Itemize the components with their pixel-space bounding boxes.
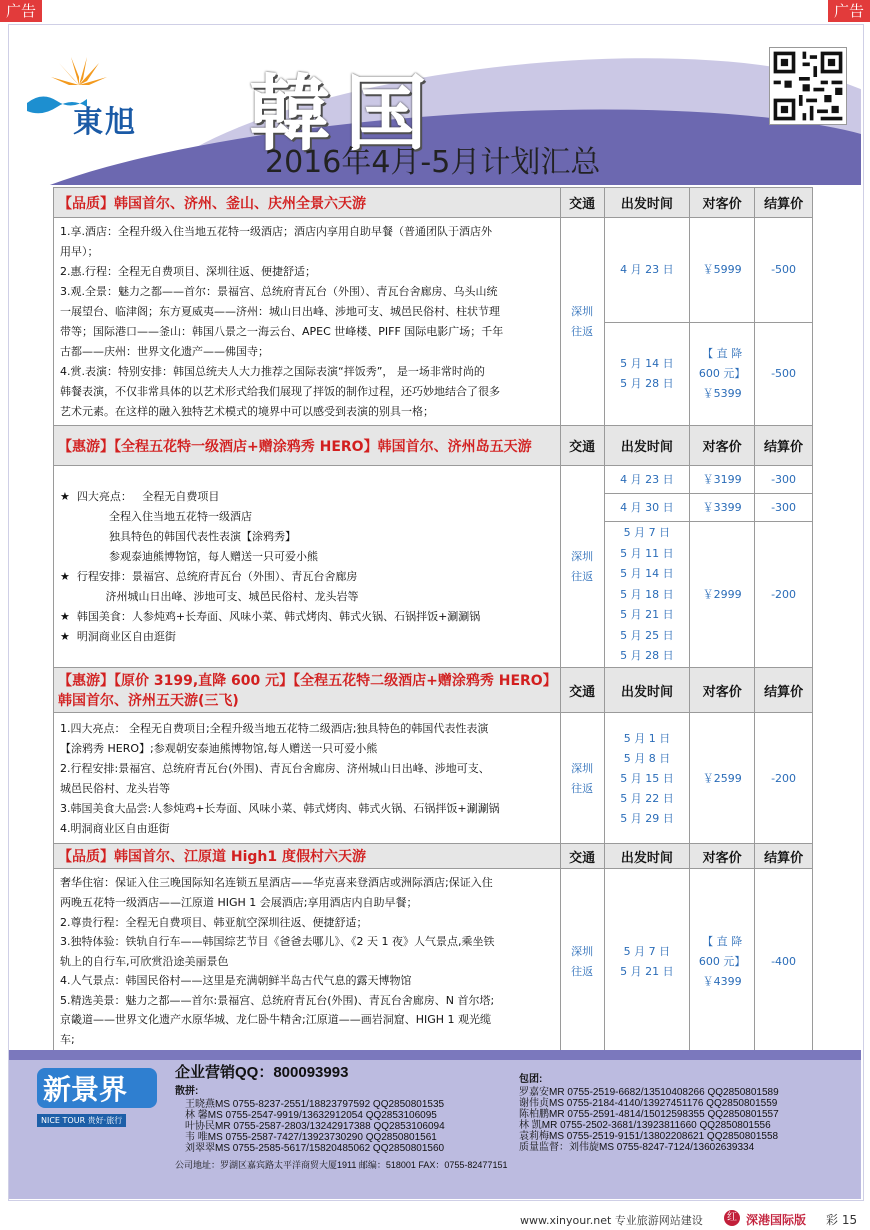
date-cell: 4 月 23 日 xyxy=(604,466,690,494)
contact-row: 陈柏鹏MR 0755-2591-4814/15012598355 QQ2850801557 xyxy=(519,1109,779,1120)
dongxu-logo xyxy=(21,43,161,143)
tour-table-1 xyxy=(53,187,813,427)
traffic-cell: 深圳往返 xyxy=(560,713,604,845)
settle-cell: -200 xyxy=(755,713,813,845)
price-cell: 【 直 降 600 元】 ￥4399 xyxy=(690,869,755,1055)
tour-description: ★ 四大亮点： 全程无自费项目 全程入住当地五花特一级酒店 独具特色的韩国代表性表演【涂鸦秀】 参观泰迪熊博物馆，每人赠送一只可爱小熊 ★ 行程安排：景福宫、总统府青瓦台（外围）、青瓦台舍廊房 济州城山日出峰、涉地可支、城邑民俗村、龙头岩等 ★ 韩国美食：人参炖鸡+长寿面、风味小菜、韩式烤肉、韩式火锅、石锅拌饭+涮涮锅 ★ 明洞商业区自由逛街 xyxy=(54,466,561,669)
settle-cell: -500 xyxy=(755,218,813,323)
col-traffic: 交通 xyxy=(560,426,604,466)
brush-title: 韓国 xyxy=(249,66,442,162)
tour-table-3 xyxy=(53,667,813,845)
bottom-bar xyxy=(0,1208,870,1230)
hotline: 企业营销QQ：800093993 xyxy=(175,1064,349,1081)
contact-row: 罗嘉安MR 0755-2519-6682/13510408266 QQ2850801589 xyxy=(519,1087,779,1098)
traffic-cell: 深圳往返 xyxy=(560,218,604,427)
footer-band xyxy=(9,1050,861,1060)
edition-badge: 红 xyxy=(724,1210,740,1226)
settle-cell: -300 xyxy=(755,466,813,494)
col-settle: 结算价 xyxy=(755,844,813,869)
col-date: 出发时间 xyxy=(604,426,690,466)
settle-cell: -300 xyxy=(755,494,813,522)
date-cell: 4 月 23 日 xyxy=(604,218,690,323)
price-cell: ￥3199 xyxy=(690,466,755,494)
traffic-cell: 深圳往返 xyxy=(560,869,604,1055)
tour-table-4 xyxy=(53,843,813,1055)
tour-title: 【惠游】【全程五花特一级酒店+赠涂鸦秀 HERO】韩国首尔、济州岛五天游 xyxy=(54,426,561,466)
tour-description: 奢华住宿：保证入住三晚国际知名连锁五星酒店——华克喜来登酒店或洲际酒店;保证入住 两晚五花特一级酒店——江原道 HIGH 1 会展酒店;享用酒店内自助早餐； 2.尊贵行程：全程无自费项目、韩亚航空深圳往返、便捷舒适； 3.独特体验：铁轨自行车——韩国综艺节目《爸爸去哪儿》、《2 天 1 夜》人气景点,乘坐铁 轨上的自行车,可欣赏沿途美丽景色 4.人气景点：韩国民俗村——这里是充满朝鲜半岛古代气息的露天博物馆 5.精选美景：魅力之都——首尔:景福宫、总统府青瓦台(外围)、青瓦台舍廊房、N 首尔塔; 京畿道——世界文化遗产水原华城、龙仁卧牛精舍;江原道——画岩洞窟、HIGH 1 观光缆 车; xyxy=(54,869,561,1055)
price-cell: ￥2599 xyxy=(690,713,755,845)
price-cell: 【 直 降 600 元】 ￥5399 xyxy=(690,322,755,427)
tour-title: 【品质】韩国首尔、江原道 High1 度假村六天游 xyxy=(54,844,561,869)
col-date: 出发时间 xyxy=(604,844,690,869)
nicetour-logo-text: 新景界 xyxy=(37,1068,157,1108)
traffic-cell: 深圳往返 xyxy=(560,466,604,669)
edition-name: 深港国际版 xyxy=(746,1213,807,1227)
retail-label: 散拼: xyxy=(175,1086,199,1097)
col-traffic: 交通 xyxy=(560,844,604,869)
page-number: 彩 15 xyxy=(826,1213,858,1227)
plan-title: 2016年4月-5月计划汇总 xyxy=(265,145,601,180)
contact-row: 叶协民MR 0755-2587-2803/13242917388 QQ2853106094 xyxy=(185,1121,445,1132)
nicetour-logo-sub: NICE TOUR 贵好·旅行 xyxy=(37,1114,126,1127)
tour-table-2 xyxy=(53,425,813,669)
tour-title: 【惠游】【原价 3199,直降 600 元】【全程五花特二级酒店+赠涂鸦秀 HERO】韩国首尔、济州五天游(三飞) xyxy=(54,668,561,713)
contact-row: 韦 唯MS 0755-2587-7427/13923730290 QQ2850801561 xyxy=(185,1132,437,1143)
footer-contact xyxy=(9,1050,861,1199)
price-cell: ￥2999 xyxy=(690,522,755,669)
qr-code[interactable] xyxy=(769,47,847,125)
date-cell: 4 月 30 日 xyxy=(604,494,690,522)
contact-row: 袁莉梅MS 0755-2519-9151/13802208621 QQ2850801558 xyxy=(519,1131,779,1142)
col-price: 对客价 xyxy=(690,188,755,218)
col-date: 出发时间 xyxy=(604,188,690,218)
retail-contacts xyxy=(185,1099,445,1154)
col-traffic: 交通 xyxy=(560,668,604,713)
col-date: 出发时间 xyxy=(604,668,690,713)
date-cell: 5 月 7 日 5 月 21 日 xyxy=(604,869,690,1055)
contact-row: 林 馨MS 0755-2547-9919/13632912054 QQ2853106095 xyxy=(185,1110,437,1121)
contact-row: 王晓燕MS 0755-8237-2551/18823797592 QQ2850801535 xyxy=(185,1099,445,1110)
settle-cell: -500 xyxy=(755,322,813,427)
col-price: 对客价 xyxy=(690,668,755,713)
price-cell: ￥5999 xyxy=(690,218,755,323)
date-cell: 5 月 1 日 5 月 8 日 5 月 15 日 5 月 22 日 5 月 29 日 xyxy=(604,713,690,845)
logo-text: 東旭 xyxy=(73,105,137,140)
col-price: 对客价 xyxy=(690,844,755,869)
contact-row: 林 凯MR 0755-2502-3681/13923811660 QQ2850801556 xyxy=(519,1120,771,1131)
settle-cell: -200 xyxy=(755,522,813,669)
col-settle: 结算价 xyxy=(755,426,813,466)
header-banner xyxy=(9,25,861,185)
col-price: 对客价 xyxy=(690,426,755,466)
tour-description: 1.四大亮点： 全程无自费项目;全程升级当地五花特二级酒店;独具特色的韩国代表性表演 【涂鸦秀 HERO】;参观朝安泰迪熊博物馆,每人赠送一只可爱小熊 2.行程安排:景福宫、总统府青瓦台(外围)、青瓦台舍廊房、济州城山日出峰、涉地可支、 城邑民俗村、龙头岩等 3.韩国美食大品尝:人参炖鸡+长寿面、风味小菜、韩式烤肉、韩式火锅、石锅拌饭+涮涮锅 4.明洞商业区自由逛街 xyxy=(54,713,561,845)
group-label: 包团: xyxy=(519,1074,543,1085)
ad-label-left: 广告 xyxy=(0,0,42,22)
contact-row: 谢伟贞MS 0755-2184-4140/13927451176 QQ2850801559 xyxy=(519,1098,778,1109)
price-cell: ￥3399 xyxy=(690,494,755,522)
col-settle: 结算价 xyxy=(755,188,813,218)
tour-title: 【品质】韩国首尔、济州、釜山、庆州全景六天游 xyxy=(54,188,561,218)
tour-description: 1.享.酒店：全程升级入住当地五花特一级酒店；酒店内享用自助早餐（普通团队于酒店外 用早）； 2.惠.行程：全程无自费项目、深圳往返、便捷舒适； 3.观.全景：魅力之都——首尔：景福宫、总统府青瓦台（外围）、青瓦台舍廊房、乌头山统 一展望台、临津阁；东方夏威夷——济州：城山日出峰、涉地可支、城邑民俗村、柱状节理 带等；国际港口——釜山：韩国八景之一海云台、APEC 世峰楼、PIFF 国际电影广场；千年 古都——庆州：世界文化遗产——佛国寺； 4.赏.表演：特别安排：韩国总统夫人大力推荐之国际表演“拌饭秀”， 是一场非常时尚的 韩餐表演，不仅非常具体的以艺术形式给我们展现了拌饭的制作过程，还巧妙地结合了很多 艺术元素。在这样的融入独特艺术模式的境界中可以感受到表演的别具一格； xyxy=(54,218,561,427)
company-address: 公司地址：罗湖区嘉宾路太平洋商贸大厦1911 邮编：518001 FAX：0755-82477151 xyxy=(175,1160,508,1170)
date-cell: 5 月 7 日 5 月 11 日 5 月 14 日 5 月 18 日 5 月 21 日 5 月 25 日 5 月 28 日 xyxy=(604,522,690,669)
nicetour-logo xyxy=(37,1068,157,1128)
ad-label-right: 广告 xyxy=(828,0,870,22)
website-text[interactable]: www.xinyour.net 专业旅游网站建设 xyxy=(520,1214,703,1227)
col-settle: 结算价 xyxy=(755,668,813,713)
col-traffic: 交通 xyxy=(560,188,604,218)
sun-icon xyxy=(49,55,109,89)
group-contacts xyxy=(519,1087,779,1153)
contact-row: 质量监督：刘伟旋MS 0755-8247-7124/13602639334 xyxy=(519,1142,755,1153)
settle-cell: -400 xyxy=(755,869,813,1055)
date-cell: 5 月 14 日 5 月 28 日 xyxy=(604,322,690,427)
contact-row: 刘翠翠MS 0755-2585-5617/15820485062 QQ2850801560 xyxy=(185,1143,445,1154)
